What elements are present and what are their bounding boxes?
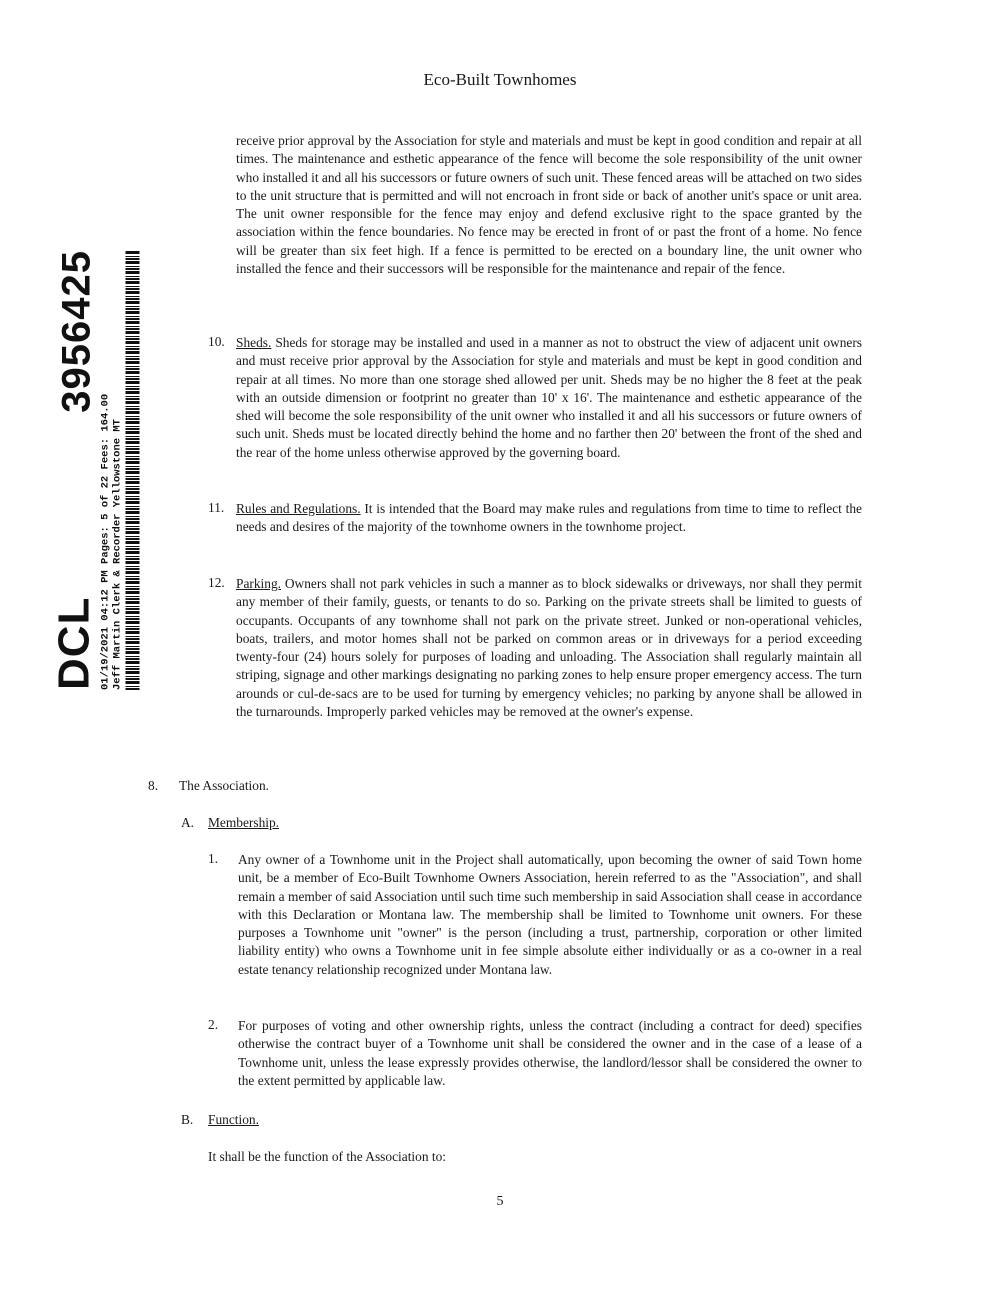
subsection-b-title: Function. <box>208 1112 259 1127</box>
section-8-number: 8. <box>148 778 159 793</box>
page-number: 5 <box>496 1194 504 1209</box>
membership-item-2: For purposes of voting and other ownership rights, unless the contract (including a contract for deed) specifies otherwise the contract buyer of a Townhome unit shall be considered the owner and in the case of a lease of a Townhome unit, unless the lease expressly provides otherwise, the landlord/lessor shall be considered the owner to the extent permitted by applicable law. <box>238 1018 862 1088</box>
subsection-a-title: Membership. <box>208 815 280 830</box>
membership-item-1-number: 1. <box>208 851 219 866</box>
subsection-b-letter: B. <box>181 1112 194 1127</box>
stamp-barcode <box>126 250 140 690</box>
item-12-parking <box>236 575 862 721</box>
subsection-a-letter: A. <box>181 815 195 830</box>
item-11-number: 11. <box>208 500 225 515</box>
item-11-heading: Rules and Regulations. <box>236 501 361 516</box>
document-header: Eco-Built Townhomes <box>423 70 577 89</box>
fence-paragraph-continued: receive prior approval by the Association for style and materials and must be kept in good condition and repair at all times. The maintenance and esthetic appearance of the fence will become the sole responsibility of the unit owner who installed it and all his successors or future owners of such unit. These fenced areas will be attached on two sides to the unit structure that is permitted and will not encroach in front side or back of another unit's space or unit area. The unit owner responsible for the fence may enjoy and defend exclusive right to the space granted by the association within the fence boundaries. No fence may be erected in front of or past the front of a home. No fence will be greater than six feet high. If a fence is permitted to be erected on a boundary line, the unit owner who installed the fence and their successors will be responsible for the maintenance and repair of the fence. <box>236 133 862 277</box>
item-10-heading: Sheds. <box>236 335 272 350</box>
item-10-sheds <box>236 334 862 462</box>
item-10-text: Sheds for storage may be installed and used in a manner as not to obstruct the view of adjacent unit owners and must receive prior approval by the Association for style and materials and must be kept in good condition and repair at all times. No more than one storage shed allowed per unit. Sheds may be no higher the 8 feet at the peak with an outside dimension or footprint no greater than 10' x 16'. The maintenance and esthetic appearance of the shed will become the sole responsibility of the unit owner who installed it and all his successors or future owners of such unit. Sheds must be located directly behind the home and no farther then 20' between the front of the shed and the rear of the home unless otherwise approved by the governing board. <box>236 335 862 460</box>
item-12-heading: Parking. <box>236 576 282 591</box>
recording-stamp <box>48 250 143 690</box>
stamp-document-number: 3956425 <box>54 250 99 413</box>
item-10-number: 10. <box>208 334 225 349</box>
membership-item-2-number: 2. <box>208 1017 219 1032</box>
membership-item-1: Any owner of a Townhome unit in the Project shall automatically, upon becoming the owner of said Town home unit, be a member of Eco-Built Townhome Owners Association, herein referred to as the "Association", and shall remain a member of said Association until such time such membership in said Association shall cease in accordance with this Declaration or Montana law. The membership shall be limited to Townhome unit owners. For these purposes a Townhome unit "owner" is the person (including a trust, partnership, corporation or other limited liability entity) who owns a Townhome unit in fee simple absolute either individually or as a co-owner in a real estate tenancy relationship recognized under Montana law. <box>238 852 862 977</box>
function-intro: It shall be the function of the Association to: <box>208 1149 447 1164</box>
stamp-prefix: DCL <box>49 596 99 690</box>
item-12-number: 12. <box>208 575 225 590</box>
item-11-rules <box>236 500 862 537</box>
stamp-line-2: Jeff Martin Clerk & Recorder Yellowstone MT <box>111 419 124 690</box>
stamp-line-1: 01/19/2021 04:12 PM Pages: 5 of 22 Fees: 164.00 <box>99 393 112 690</box>
item-12-text: Owners shall not park vehicles in such a manner as to block sidewalks or driveways, nor shall they permit any member of their family, guests, or tenants to do so. Parking on the private streets shall be limited to guests of occupants. Occupants of any townhome shall not park on the private street. Junked or non-operational vehicles, boats, trailers, and motor homes shall not be parked on common areas or in driveways for a period exceeding twenty-four (24) hours solely for purposes of loading and unloading. The Association shall regularly maintain all striping, signage and other markings designating no parking zones to help ensure proper emergency access. The turn arounds or cul-de-sacs are to be used for turning by emergency vehicles; no parking by anyone shall be allowed in the turnarounds. Improperly parked vehicles may be removed at the owner's expense. <box>236 576 862 720</box>
item-11-text: It is intended that the Board may make rules and regulations from time to time to reflect the needs and desires of the majority of the townhome owners in the townhome project. <box>236 501 862 535</box>
section-8-title: The Association. <box>179 778 270 793</box>
